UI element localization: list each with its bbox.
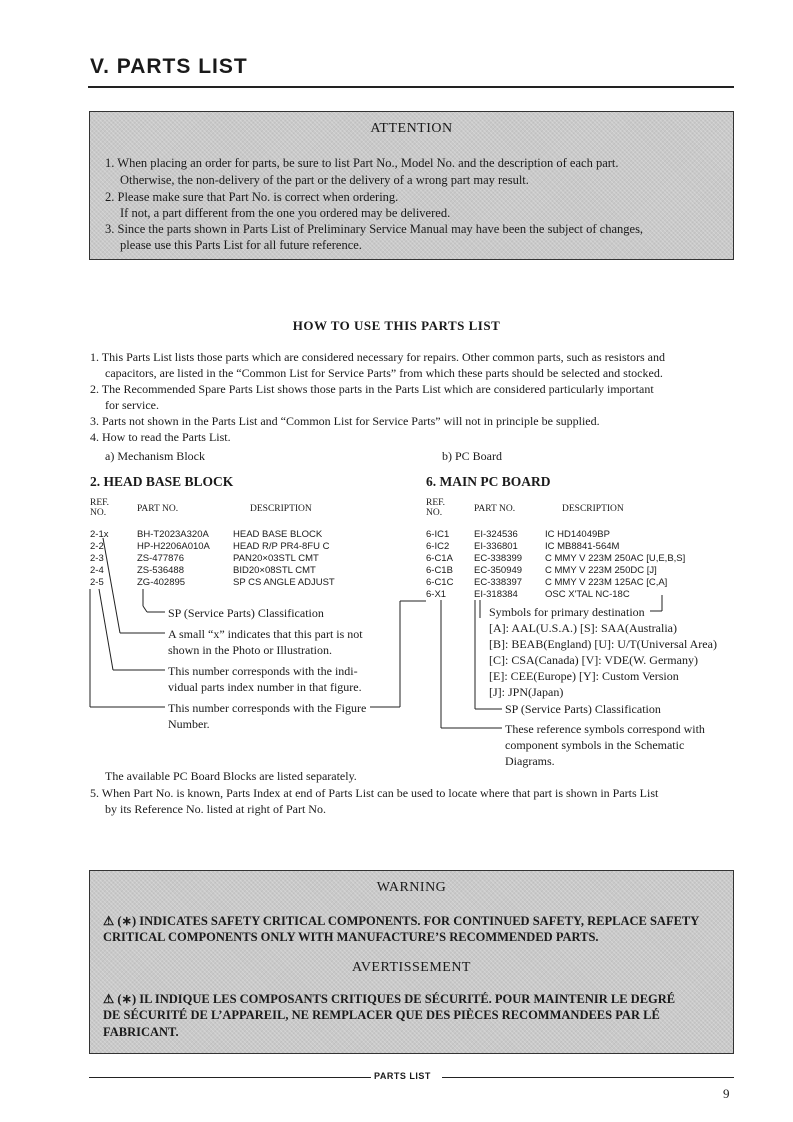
pc-ref: 6-C1A [426,553,453,564]
mech-desc: SP CS ANGLE ADJUST [233,577,335,588]
available-note: The available PC Board Blocks are listed separately. [105,769,357,783]
mech-ref: 2-2 [90,541,104,552]
avertissement-line: ⚠ (∗) IL INDIQUE LES COMPOSANTS CRITIQUES DE SÉCURITÉ. POUR MAINTENIR LE DEGRÉ [103,992,676,1006]
mech-part: HP-H2206A010A [137,541,210,552]
symbol-line: [J]: JPN(Japan) [489,685,564,699]
pc-ref: 6-C1C [426,577,454,588]
attention-line: 1. When placing an order for parts, be sure to list Part No., Model No. and the description of each part. [105,156,619,170]
mechanism-title: 2. HEAD BASE BLOCK [90,474,234,489]
pc-part: EI-318384 [474,589,518,600]
col-ref: REF. [426,498,446,508]
pc-ref: 6-IC2 [426,541,450,552]
pc-part: EC-338397 [474,577,523,588]
attention-line: 2. Please make sure that Part No. is correct when ordering. [105,190,399,204]
col-part: PART NO. [137,504,179,514]
col-no: NO. [90,508,107,518]
mech-annotation: This number corresponds with the Figure [168,701,367,715]
mech-desc: PAN20×03STL CMT [233,553,319,564]
pc-part: EC-338399 [474,553,523,564]
pc-ref: 6-IC1 [426,529,450,540]
warning-box [89,870,734,1054]
pcboard-title: 6. MAIN PC BOARD [426,474,551,489]
pc-part: EI-324536 [474,529,518,540]
col-desc: DESCRIPTION [562,504,624,514]
pc-part: EI-336801 [474,541,518,552]
pc-desc: IC MB8841-564M [545,541,620,552]
how-to-item: 3. Parts not shown in the Parts List and “Common List for Service Parts” will not in principle be supplied. [90,414,600,428]
how-to-item: 2. The Recommended Spare Parts List shows those parts in the Parts List which are considered particularly important [90,382,654,396]
pc-desc: C MMY V 223M 250AC [U,E,B,S] [545,553,686,564]
how-to-item: for service. [105,398,159,412]
attention-heading: ATTENTION [370,121,453,136]
col-no: NO. [426,508,443,518]
avertissement-line: FABRICANT. [103,1025,179,1039]
attention-line: If not, a part different from the one you ordered may be delivered. [120,206,451,220]
mech-desc: HEAD BASE BLOCK [233,529,323,540]
footer-rule-right [442,1077,734,1078]
avertissement-heading: AVERTISSEMENT [352,960,471,975]
sub-heading-a: a) Mechanism Block [105,449,205,463]
how-to-item-5-cont: by its Reference No. listed at right of Part No. [105,802,326,816]
pc-desc: C MMY V 223M 250DC [J] [545,565,657,576]
symbols-title: Symbols for primary destination [489,605,645,619]
pc-part: EC-350949 [474,565,523,576]
page-title: V. PARTS LIST [90,55,248,78]
how-to-item: capacitors, are listed in the “Common List for Service Parts” from which these parts should be selected and stocked. [105,366,663,380]
page-number: 9 [723,1086,730,1101]
footer-rule-left [89,1077,371,1078]
ref-symbols-line: These reference symbols correspond with [505,722,705,736]
mech-annotation: vidual parts index number in that figure. [168,680,362,694]
mech-part: ZS-536488 [137,565,185,576]
mech-ref: 2-5 [90,577,104,588]
sub-heading-b: b) PC Board [442,449,502,463]
pc-desc: IC HD14049BP [545,529,610,540]
warning-heading: WARNING [376,880,447,895]
col-desc: DESCRIPTION [250,504,312,514]
mech-annotation: Number. [168,717,210,731]
ref-symbols-line: component symbols in the Schematic [505,738,685,752]
mech-desc: BID20×08STL CMT [233,565,316,576]
mech-annotation: A small “x” indicates that this part is not [168,627,363,641]
pc-desc: OSC X'TAL NC-18C [545,589,630,600]
symbol-line: [C]: CSA(Canada) [V]: VDE(W. Germany) [489,653,698,667]
mech-ref: 2-1x [90,529,109,540]
how-to-item-5: 5. When Part No. is known, Parts Index at end of Parts List can be used to locate where that part is shown in Parts List [90,786,659,800]
mech-ref: 2-4 [90,565,104,576]
pc-desc: C MMY V 223M 125AC [C,A] [545,577,668,588]
mech-ref: 2-3 [90,553,104,564]
pc-ref: 6-C1B [426,565,453,576]
warning-line: CRITICAL COMPONENTS ONLY WITH MANUFACTURE’S RECOMMENDED PARTS. [103,930,599,944]
mech-desc: HEAD R/P PR4-8FU C [233,541,330,552]
how-to-item: 1. This Parts List lists those parts which are considered necessary for repairs. Other common parts, such as resistors and [90,350,665,364]
footer-label: PARTS LIST [374,1071,431,1081]
col-part: PART NO. [474,504,516,514]
mech-annotation: shown in the Photo or Illustration. [168,643,332,657]
symbol-line: [E]: CEE(Europe) [Y]: Custom Version [489,669,679,683]
attention-line: Otherwise, the non-delivery of the part or the delivery of a wrong part may result. [120,173,529,187]
attention-line: please use this Parts List for all future reference. [120,238,362,252]
col-ref: REF. [90,498,110,508]
mech-annotation: SP (Service Parts) Classification [168,606,324,620]
warning-line: ⚠ (∗) INDICATES SAFETY CRITICAL COMPONENTS. FOR CONTINUED SAFETY, REPLACE SAFETY [103,914,700,928]
avertissement-line: DE SÉCURITÉ DE L’APPAREIL, NE REMPLACER QUE DES PIÈCES RECOMMANDEES PAR LÉ [103,1008,660,1022]
symbol-line: [B]: BEAB(England) [U]: U/T(Universal Area) [489,637,717,651]
how-to-title: HOW TO USE THIS PARTS LIST [292,318,501,333]
mech-annotation: This number corresponds with the indi- [168,664,358,678]
mech-part: ZS-477876 [137,553,185,564]
attention-line: 3. Since the parts shown in Parts List of Preliminary Service Manual may have been the subject of changes, [105,222,644,236]
symbol-line: [A]: AAL(U.S.A.) [S]: SAA(Australia) [489,621,677,635]
sp-classification: SP (Service Parts) Classification [505,702,661,716]
ref-symbols-line: Diagrams. [505,754,555,768]
how-to-item: 4. How to read the Parts List. [90,430,231,444]
mech-part: ZG-402895 [137,577,186,588]
mech-part: BH-T2023A320A [137,529,209,540]
pc-ref: 6-X1 [426,589,447,600]
